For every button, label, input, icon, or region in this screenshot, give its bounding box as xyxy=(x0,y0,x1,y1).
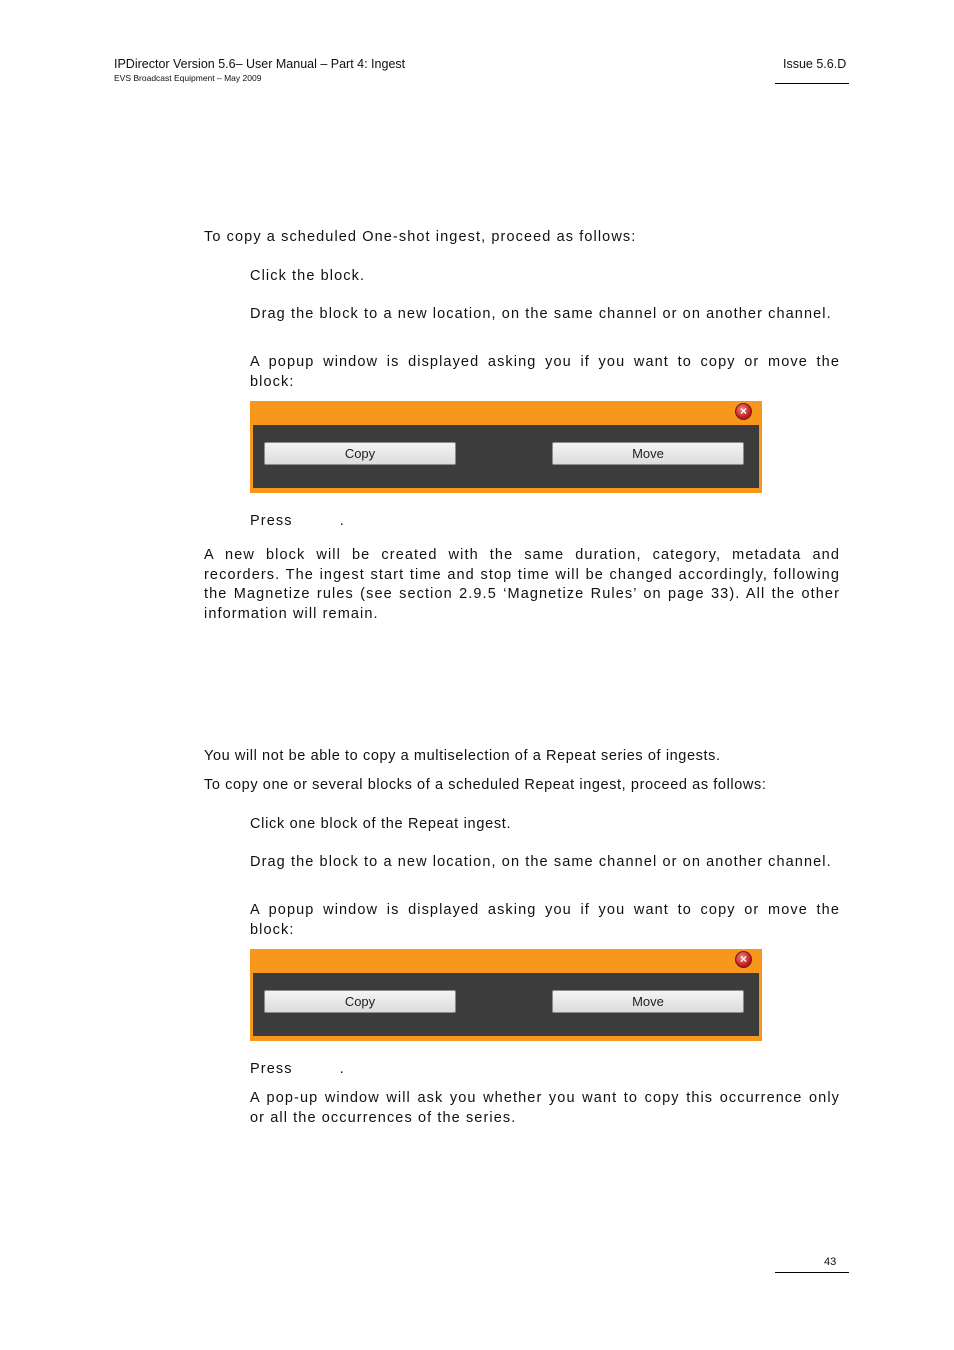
dialog-panel xyxy=(253,425,759,488)
section1-step-3: A popup window is displayed asking you if you want to copy or move the block: xyxy=(250,354,840,390)
section2-step-1: Click one block of the Repeat ingest. xyxy=(250,816,512,832)
close-icon[interactable]: × xyxy=(735,951,752,968)
header-issue: Issue 5.6.D xyxy=(783,57,847,71)
page-number: 43 xyxy=(824,1256,837,1268)
dialog-titlebar xyxy=(250,401,762,425)
section2-step-3: A popup window is displayed asking you if you want to copy or move the block: xyxy=(250,902,840,938)
copy-move-dialog xyxy=(250,949,762,1041)
section1-step-2: Drag the block to a new location, on the same channel or on another channel. xyxy=(250,306,832,322)
section2-step-4: Press . xyxy=(250,1061,345,1077)
move-button[interactable]: Move xyxy=(552,442,744,465)
section2-intro: To copy one or several blocks of a scheduled Repeat ingest, proceed as follows: xyxy=(204,777,767,793)
section2-note: You will not be able to copy a multiselection of a Repeat series of ingests. xyxy=(204,748,721,764)
section1-step-1: Click the block. xyxy=(250,268,366,284)
section1-intro: To copy a scheduled One-shot ingest, proceed as follows: xyxy=(204,229,637,245)
section2-step-2: Drag the block to a new location, on the same channel or on another channel. xyxy=(250,854,832,870)
close-icon[interactable]: × xyxy=(735,403,752,420)
copy-move-dialog xyxy=(250,401,762,493)
section2-step-5: A pop-up window will ask you whether you want to copy this occurrence only or all the occurrences of the series. xyxy=(250,1090,840,1126)
section1-result: A new block will be created with the same duration, category, metadata and recorders. The ingest start time and stop time will be changed accordingly, following the Magnetize rules (see section 2.9.5 ‘Magnetize Rules’ on page 33). All the other information will remain. xyxy=(204,547,840,622)
header-title: IPDirector Version 5.6– User Manual – Part 4: Ingest xyxy=(114,57,406,71)
section1-step-4: Press . xyxy=(250,513,345,529)
dialog-titlebar xyxy=(250,949,762,973)
header-subtitle: EVS Broadcast Equipment – May 2009 xyxy=(114,73,262,83)
copy-button[interactable]: Copy xyxy=(264,990,456,1013)
dialog-panel xyxy=(253,973,759,1036)
footer-rule xyxy=(775,1272,849,1273)
copy-button[interactable]: Copy xyxy=(264,442,456,465)
move-button[interactable]: Move xyxy=(552,990,744,1013)
header-rule xyxy=(775,83,849,84)
